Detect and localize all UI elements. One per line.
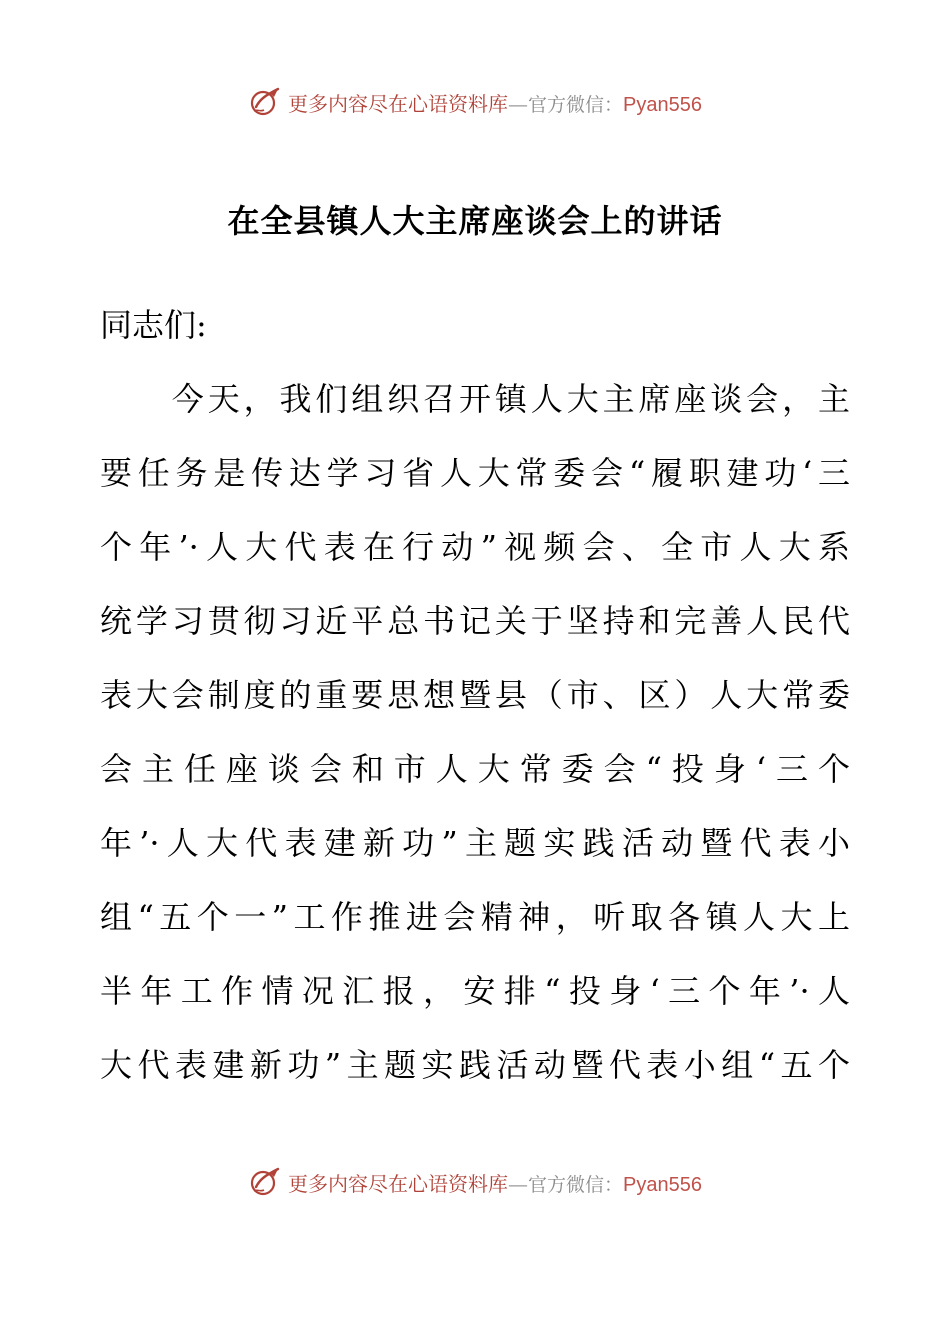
paragraph-line: 要任务是传达学习省人大常委会“履职建功‘三 (100, 454, 850, 492)
paragraph-line: 年’·人大代表建新功”主题实践活动暨代表小 (100, 824, 850, 862)
paragraph-line: 半年工作情况汇报，安排“投身‘三个年’·人 (100, 972, 850, 1010)
header-banner-main: 更多内容尽在心语资料库 (288, 91, 508, 116)
header-banner-content (248, 85, 702, 119)
paragraph-line: 组“五个一”工作推进会精神，听取各镇人大上 (100, 898, 850, 936)
header-banner-wechat-id: Pyan556 (623, 93, 702, 116)
pen-logo-icon (248, 1165, 282, 1199)
header-banner-text (288, 88, 702, 117)
document-body (100, 288, 850, 1102)
paragraph-line: 表大会制度的重要思想暨县（市、区）人大常委 (100, 676, 850, 714)
footer-banner-wechat-label: 官方微信： (528, 1173, 624, 1196)
greeting: 同志们: (100, 306, 207, 344)
paragraph-line: 会主任座谈会和市人大常委会“投身‘三个 (100, 750, 850, 788)
footer-banner-main: 更多内容尽在心语资料库 (288, 1171, 508, 1196)
header-banner-separator: — (508, 91, 528, 116)
pen-logo-icon (248, 85, 282, 119)
header-banner (0, 82, 950, 122)
footer-banner-wechat-id: Pyan556 (623, 1173, 702, 1196)
paragraph-line: 个年’·人大代表在行动”视频会、全市人大系 (100, 528, 850, 566)
document-title: 在全县镇人大主席座谈会上的讲话 (227, 202, 723, 240)
paragraph-line: 大代表建新功”主题实践活动暨代表小组“五个 (100, 1046, 850, 1084)
paragraph-line: 今天，我们组织召开镇人大主席座谈会，主 (100, 380, 850, 418)
footer-banner (0, 1162, 950, 1202)
header-banner-wechat-label: 官方微信： (528, 93, 624, 116)
footer-banner-text (288, 1168, 702, 1197)
paragraph-line: 统学习贯彻习近平总书记关于坚持和完善人民代 (100, 602, 850, 640)
footer-banner-separator: — (508, 1171, 528, 1196)
footer-banner-content (248, 1165, 702, 1199)
